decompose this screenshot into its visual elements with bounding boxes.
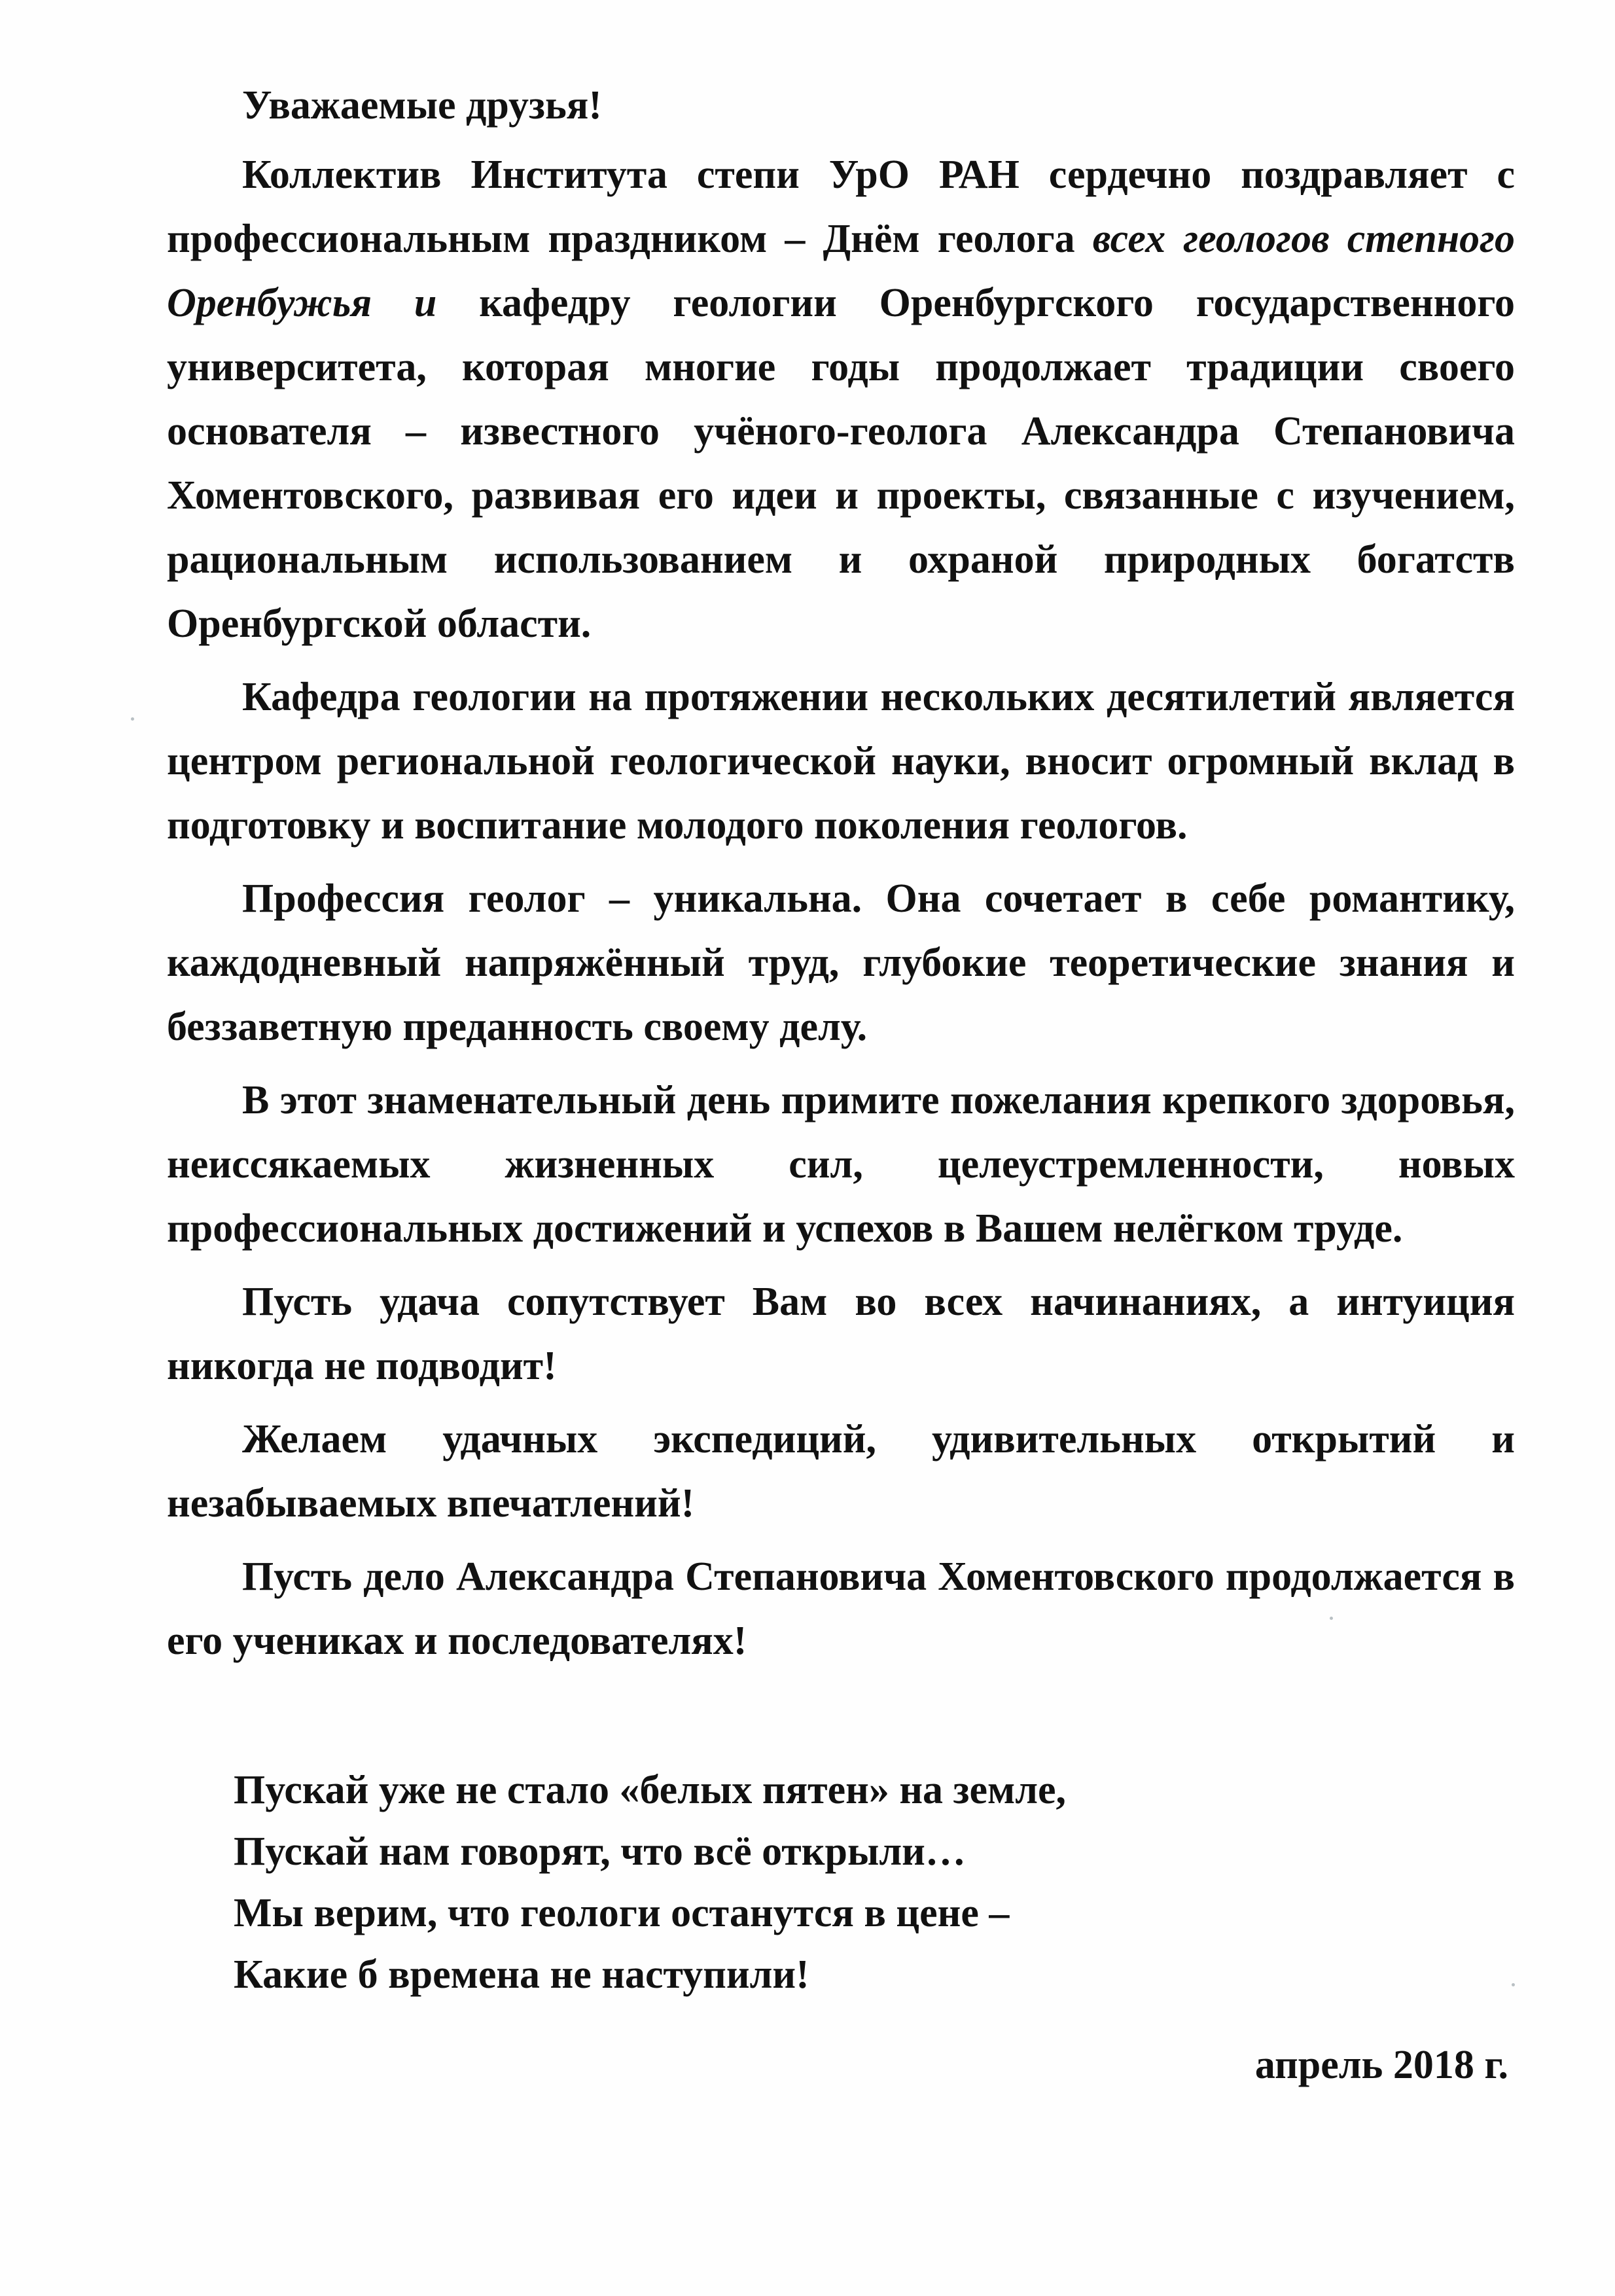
scan-speck [1330,1617,1333,1620]
greeting: Уважаемые друзья! [242,83,602,128]
letter-body [167,73,1515,2097]
poem-line: Пускай уже не стало «белых пятен» на земле, [234,1768,1067,1812]
scan-speck [131,717,134,721]
paragraph-expeditions: Желаем удачных экспедиций, удивительных открытий и незабываемых впечатлений! [167,1417,1515,1526]
paragraph-profession: Профессия геолог – уникальна. Она сочетает в себе романтику, каждодневный напряжённый труд, глубокие теоретические знания и беззаветную преданность своему делу. [167,876,1515,1049]
paragraph-congratulation-end: кафедру геологии Оренбургского государственного университета, которая многие годы продолжает традиции своего основателя – известного учёного-геолога Александра Степановича Хоментовского, развивая его идеи и проекты, связанные с изучением, рациональным использованием и охраной природных богатств Оренбургской области. [167,281,1515,646]
paragraph-congratulation-italic: всех геологов степного Оренбужья и [167,217,1515,325]
paragraph-luck: Пусть удача сопутствует Вам во всех начинаниях, а интуиция никогда не подводит! [167,1280,1515,1388]
paragraph-congratulation [167,143,1515,656]
paragraph-congratulation-start: Коллектив Института степи УрО РАН сердечно поздравляет с профессиональным праздником – Днём геолога [167,152,1515,261]
letter-date: апрель 2018 г. [1254,2043,1508,2087]
poem [234,1759,1515,2005]
poem-line: Пускай нам говорят, что всё открыли… [234,1829,966,1874]
poem-line: Мы верим, что геологи останутся в цене – [234,1891,1010,1935]
paragraph-wishes: В этот знаменательный день примите пожелания крепкого здоровья, неиссякаемых жизненных сил, целеустремленности, новых профессиональных достижений и успехов в Вашем нелёгком труде. [167,1078,1515,1251]
paragraph-legacy: Пусть дело Александра Степановича Хоментовского продолжается в его учениках и последователях! [167,1554,1515,1663]
paragraph-department: Кафедра геологии на протяжении нескольких десятилетий является центром региональной геологической науки, вносит огромный вклад в подготовку и воспитание молодого поколения геологов. [167,675,1515,848]
scan-speck [1512,1983,1515,1986]
poem-line: Какие б времена не наступили! [234,1952,809,1997]
